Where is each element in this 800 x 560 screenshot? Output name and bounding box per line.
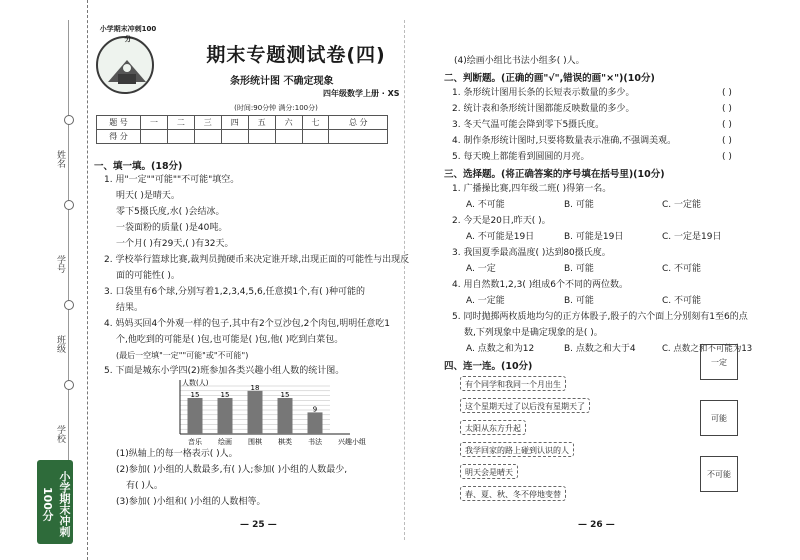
q1: 1. 用"一定""可能""不可能"填空。 <box>104 175 240 185</box>
choice-5-b: B. 点数之和大于4 <box>564 344 636 354</box>
q1b: 零下5摄氏度,水( )会结冰。 <box>116 207 225 217</box>
interest-group-bar-chart <box>150 378 370 448</box>
q5a: (1)纵轴上的每一格表示( )人。 <box>116 449 238 459</box>
score-value-row: 得 分 <box>97 130 388 144</box>
series-stamp: 小学期末冲刺100分 <box>37 460 73 544</box>
choice-1-c: C. 一定能 <box>662 200 702 210</box>
choice-5-a: A. 点数之和为12 <box>466 344 535 354</box>
data-label-绘画: 15 <box>220 391 230 399</box>
page-number-left: — 25 — <box>240 520 277 530</box>
choice-3-c: C. 不可能 <box>662 264 702 274</box>
score-table <box>96 115 388 144</box>
match-left-5[interactable]: 明天会是晴天 <box>460 464 518 479</box>
page-subtitle: 条形统计图 不确定现象 <box>230 76 334 87</box>
judge-1: 1. 条形统计图用长条的长短表示数量的多少。 <box>452 88 635 98</box>
choice-4: 4. 用自然数1,2,3( )组成6个不同的两位数。 <box>452 280 628 290</box>
bar-音乐 <box>188 398 203 434</box>
match-right-certain[interactable]: 一定 <box>700 344 738 380</box>
choice-2-b: B. 可能是19日 <box>564 232 624 242</box>
tick-label-棋类: 棋类 <box>278 438 292 446</box>
choice-2-c: C. 一定是19日 <box>662 232 722 242</box>
tick-label-围棋: 围棋 <box>248 438 262 446</box>
grade-label: 四年级数学上册 · XS <box>323 89 400 98</box>
choice-3-b: B. 可能 <box>564 264 594 274</box>
tick-label-书法: 书法 <box>308 438 322 446</box>
choice-1: 1. 广播操比赛,四年级二班( )得第一名。 <box>452 184 612 194</box>
bar-围棋 <box>248 391 263 434</box>
class-label: 班级 <box>55 335 65 353</box>
time-info: (时间:90分钟 满分:100分) <box>234 104 318 112</box>
choice-3: 3. 我国夏季最高温度( )达到80摄氏度。 <box>452 248 611 258</box>
section-2-heading: 二、判断题。(正确的画"√",错误的画"×")(10分) <box>444 73 655 84</box>
series-logo <box>96 36 154 94</box>
y-axis-label: 人数(人) <box>182 379 209 387</box>
section-4-heading: 四、连一连。(10分) <box>444 361 533 372</box>
choice-2-a: A. 不可能是19日 <box>466 232 535 242</box>
page-title: 期末专题测试卷(四) <box>206 44 386 66</box>
data-label-棋类: 15 <box>280 391 290 399</box>
q5e: (4)绘画小组比书法小组多( )人。 <box>454 56 585 66</box>
school-label: 学校 <box>55 425 65 443</box>
q1a: 明天( )是晴天。 <box>116 191 180 201</box>
judge-4-paren[interactable]: ( ) <box>722 136 732 146</box>
match-right-possible[interactable]: 可能 <box>700 400 738 436</box>
q1c: 一袋面粉的质量( )是40吨。 <box>116 223 228 233</box>
q3b: 结果。 <box>116 303 144 313</box>
choice-4-a: A. 一定能 <box>466 296 505 306</box>
q4c: (最后一空填"一定""可能"或"不可能") <box>116 351 249 360</box>
q4a: 4. 妈妈买回4个外观一样的包子,其中有2个豆沙包,2个肉包,明明任意吃1 <box>104 319 390 329</box>
section-1-heading: 一、填一填。(18分) <box>94 161 183 172</box>
match-left-2[interactable]: 这个星期天过了以后没有星期天了 <box>460 398 590 413</box>
bar-书法 <box>308 412 323 434</box>
choice-1-a: A. 不可能 <box>466 200 505 210</box>
choice-4-c: C. 不可能 <box>662 296 702 306</box>
data-label-书法: 9 <box>312 405 318 414</box>
judge-3: 3. 冬天气温可能会降到零下5摄氏度。 <box>452 120 605 130</box>
match-left-4[interactable]: 我学回家的路上碰到认识的人 <box>460 442 574 457</box>
q5b: (2)参加( )小组的人数最多,有( )人;参加( )小组的人数最少, <box>116 465 348 475</box>
name-label: 姓名 <box>55 150 65 168</box>
match-left-3[interactable]: 太阳从东方升起 <box>460 420 526 435</box>
judge-2-paren[interactable]: ( ) <box>722 104 732 114</box>
q5: 5. 下面是城东小学四(2)班参加各类兴趣小组人数的统计图。 <box>104 366 345 376</box>
bar-绘画 <box>218 398 233 434</box>
judge-5-paren[interactable]: ( ) <box>722 152 732 162</box>
x-axis-label: 兴趣小组 <box>338 438 366 446</box>
match-right-impossible[interactable]: 不可能 <box>700 456 738 492</box>
judge-5: 5. 每天晚上都能看到圆圆的月亮。 <box>452 152 590 162</box>
section-3-heading: 三、选择题。(将正确答案的序号填在括号里)(10分) <box>444 169 665 180</box>
choice-2: 2. 今天是20日,昨天( )。 <box>452 216 551 226</box>
match-left-6[interactable]: 春、夏、秋、冬不停地变替 <box>460 486 566 501</box>
choice-4-b: B. 可能 <box>564 296 594 306</box>
judge-1-paren[interactable]: ( ) <box>722 88 732 98</box>
data-label-音乐: 15 <box>190 391 200 399</box>
tick-label-音乐: 音乐 <box>188 438 202 446</box>
choice-5a: 5. 同时抛掷两枚质地均匀的正方体骰子,骰子的六个面上分别刻有1至6的点 <box>452 312 748 322</box>
data-label-围棋: 18 <box>250 383 260 392</box>
choice-5-c: C. 点数之和不可能为13 <box>662 344 753 354</box>
q2a: 2. 学校举行篮球比赛,裁判员抛硬币来决定谁开球,出现正面的可能性与出现反 <box>104 255 410 265</box>
q5c: 有( )人。 <box>126 481 163 491</box>
tick-label-绘画: 绘画 <box>218 438 232 446</box>
q1d: 一个月( )有29天,( )有32天。 <box>116 239 234 249</box>
q3a: 3. 口袋里有6个球,分别写着1,2,3,4,5,6,任意摸1个,有( )种可能的 <box>104 287 366 297</box>
judge-2: 2. 统计表和条形统计图都能反映数量的多少。 <box>452 104 635 114</box>
bar-棋类 <box>278 398 293 434</box>
match-left-1[interactable]: 有个同学和我同一个月出生 <box>460 376 566 391</box>
choice-5b: 数,下列现象中是确定现象的是( )。 <box>464 328 603 338</box>
id-label: 学号 <box>55 255 65 273</box>
q4b: 个,他吃到的可能是( )包,也可能是( )包,他( )吃到白菜包。 <box>116 335 344 345</box>
page-number-right: — 26 — <box>578 520 615 530</box>
judge-3-paren[interactable]: ( ) <box>722 120 732 130</box>
logo-text: 小学期末冲刺100分 <box>99 25 157 43</box>
choice-3-a: A. 一定 <box>466 264 496 274</box>
q2b: 面的可能性( )。 <box>116 271 180 281</box>
choice-1-b: B. 可能 <box>564 200 594 210</box>
q5d: (3)参加( )小组和( )小组的人数相等。 <box>116 497 266 507</box>
score-header-row: 题 号 一 二 三 四 五 六 七 总 分 <box>97 116 388 130</box>
judge-4: 4. 制作条形统计图时,只要将数量表示准确,不强调美观。 <box>452 136 677 146</box>
